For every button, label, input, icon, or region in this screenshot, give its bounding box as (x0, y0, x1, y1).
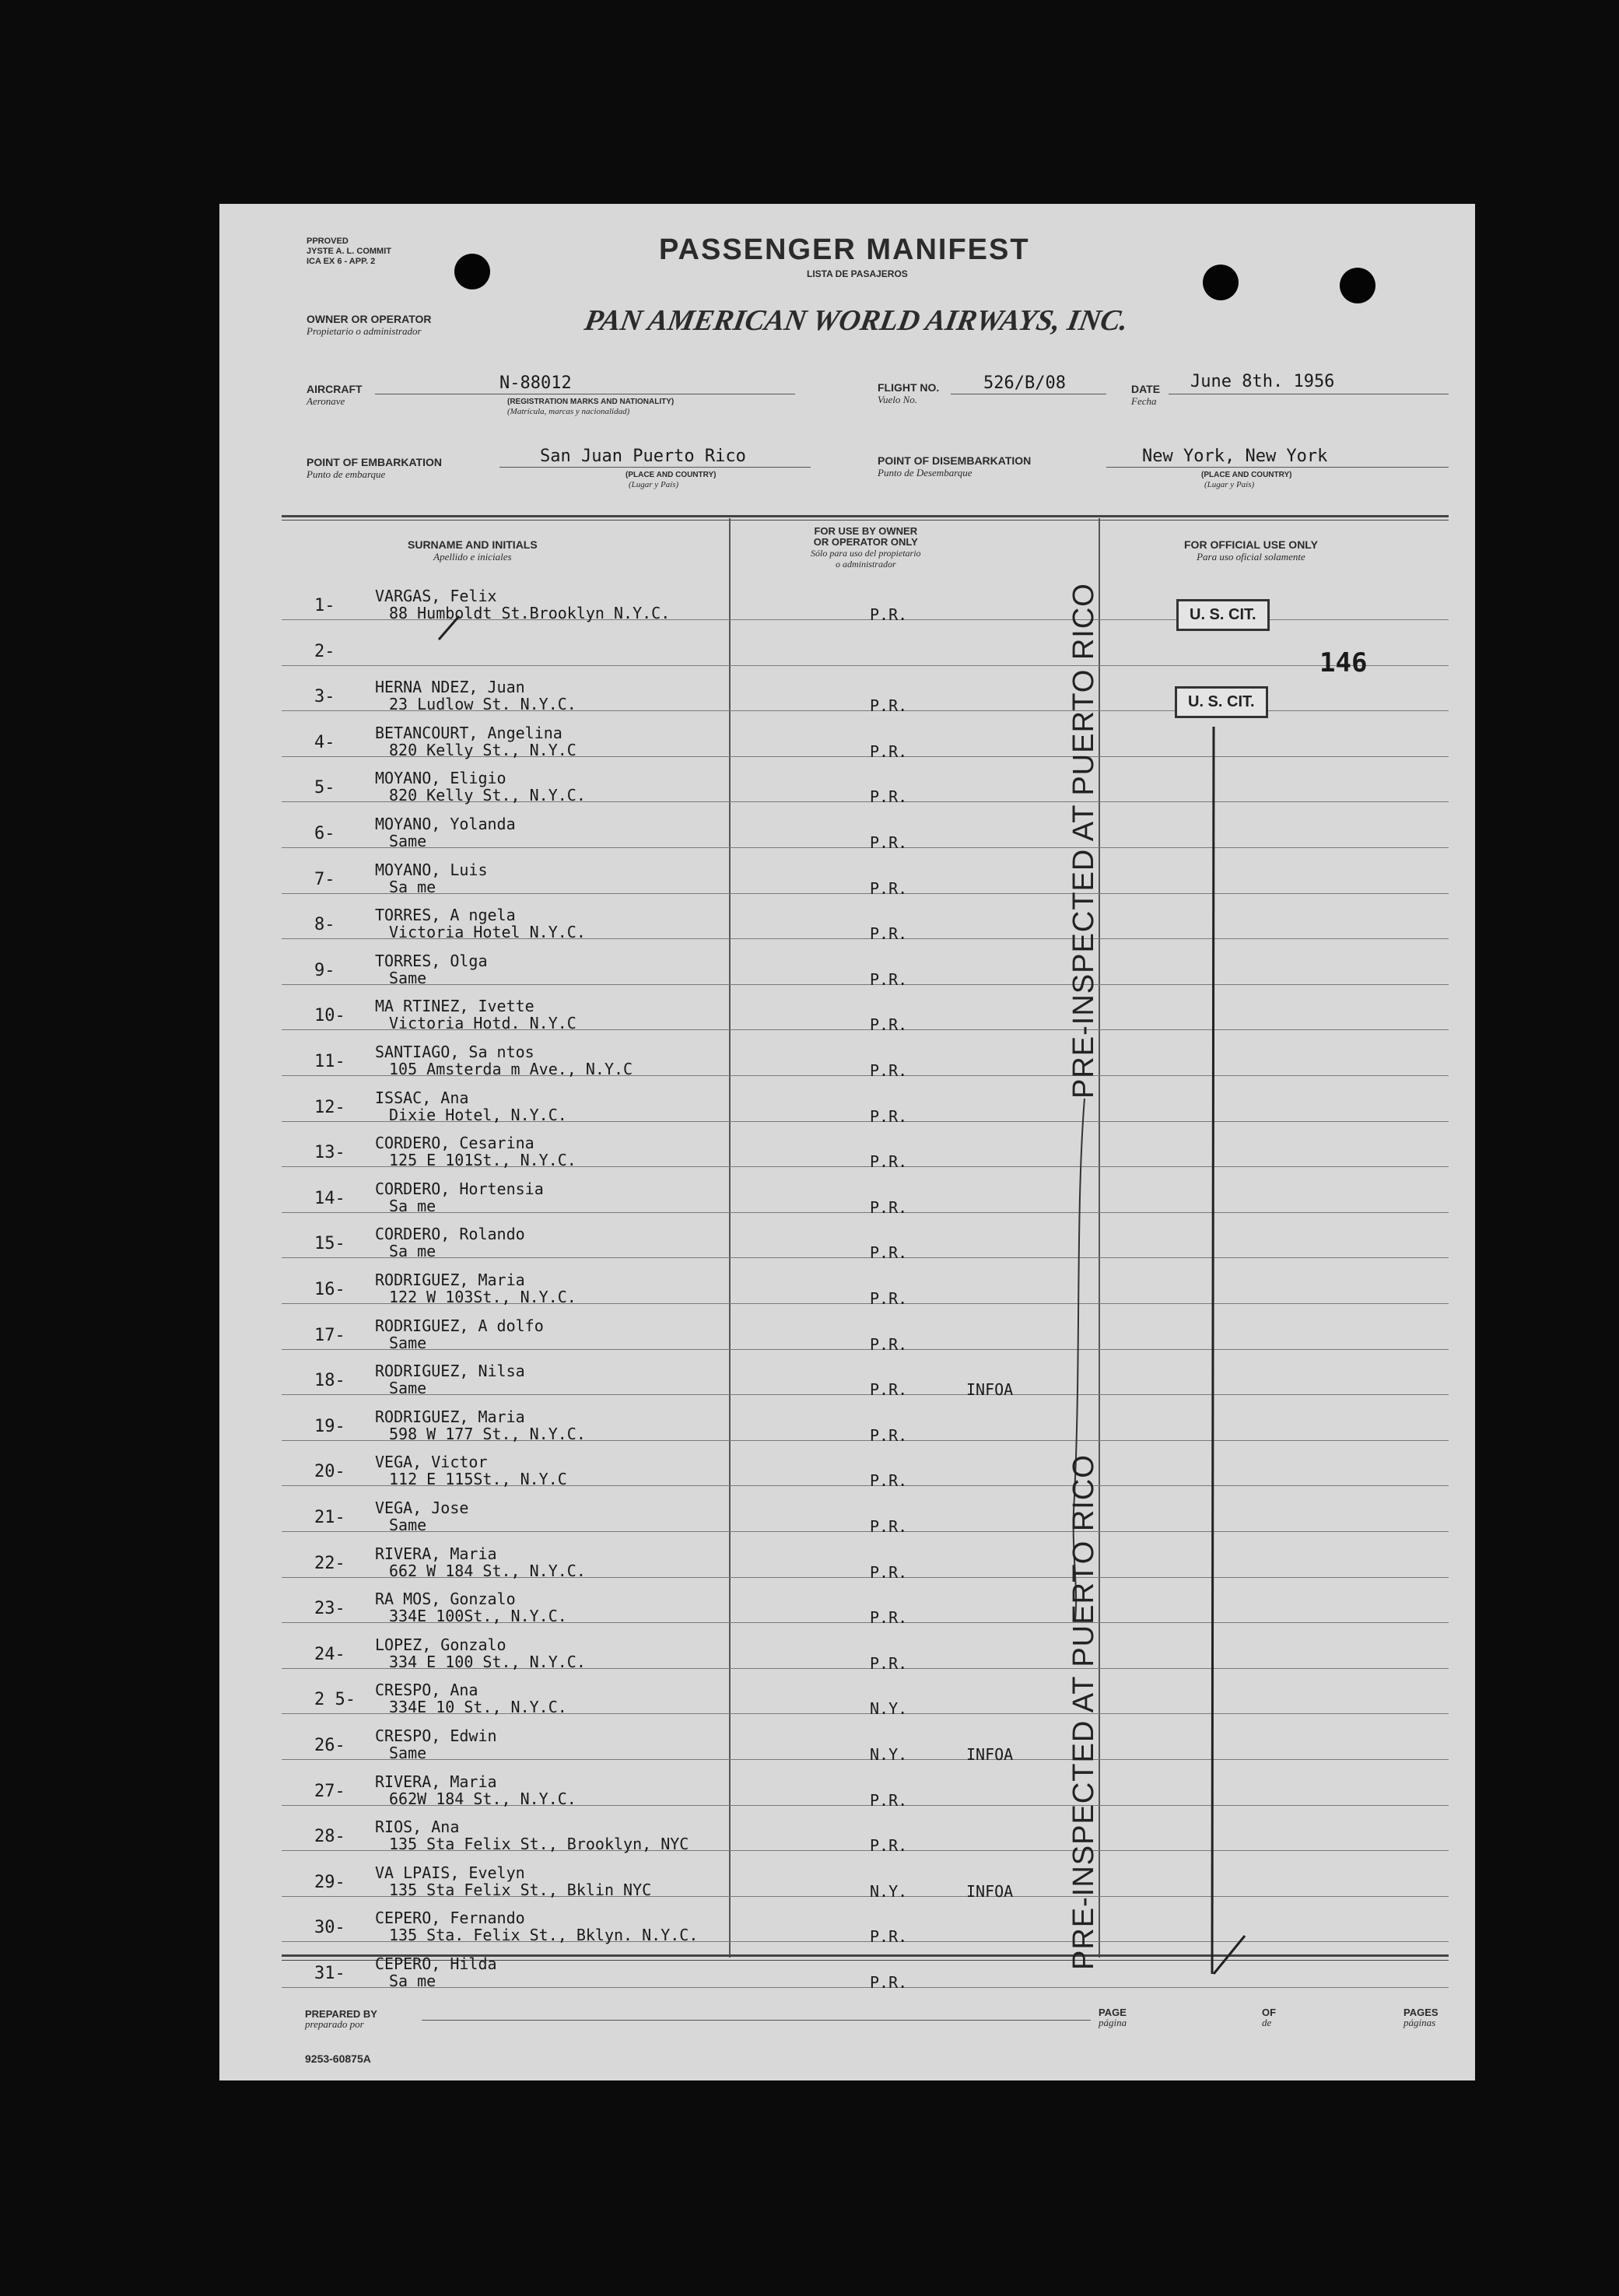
date-label: DATE Fecha (1131, 383, 1161, 407)
passenger-address: Same (389, 1334, 427, 1352)
passenger-code: N.Y. (870, 1882, 908, 1901)
embark-value: San Juan Puerto Rico (540, 447, 746, 466)
passenger-number: 15- (314, 1234, 345, 1253)
passenger-name: RODRIGUEZ, A dolfo (375, 1316, 544, 1335)
passenger-code: P.R. (870, 1198, 908, 1217)
passenger-number: 17- (314, 1326, 345, 1345)
pre-inspected-stamp: PRE-INSPECTED AT PUERTO RICO (1067, 583, 1100, 1099)
disembark-caption: (PLACE AND COUNTRY) (Lugar y País) (1201, 471, 1292, 489)
registration-caption: (REGISTRATION MARKS AND NATIONALITY) (Matrícula, marcas y nacionalidad) (507, 398, 675, 416)
passenger-name: RA MOS, Gonzalo (375, 1590, 516, 1608)
passenger-code: P.R. (870, 1471, 908, 1490)
passenger-code: P.R. (870, 833, 908, 852)
passenger-number: 6- (314, 824, 335, 843)
passenger-address: 112 E 115St., N.Y.C (389, 1470, 567, 1488)
passenger-code: P.R. (870, 1107, 908, 1126)
passenger-number: 14- (314, 1189, 345, 1208)
passenger-name: MOYANO, Eligio (375, 769, 506, 787)
passenger-name: CORDERO, Cesarina (375, 1134, 534, 1152)
flight-label: FLIGHT NO. Vuelo No. (878, 381, 940, 405)
passenger-number: 2 5- (314, 1690, 356, 1709)
passenger-number: 1- (314, 596, 335, 615)
passenger-name: CEPERO, Hilda (375, 1954, 497, 1973)
passenger-name: VARGAS, Felix (375, 587, 497, 605)
passenger-name: VEGA, Victor (375, 1453, 488, 1471)
passenger-number: 28- (314, 1827, 345, 1846)
page-subtitle: LISTA DE PASAJEROS (807, 268, 908, 279)
aircraft-value: N-88012 (499, 373, 572, 393)
passenger-address: Same (389, 1516, 427, 1534)
passenger-name: ISSAC, Ana (375, 1088, 469, 1107)
passenger-name: MOYANO, Luis (375, 861, 488, 879)
passenger-name: TORRES, Olga (375, 952, 488, 970)
passenger-number: 5- (314, 778, 335, 797)
passenger-number: 21- (314, 1508, 345, 1527)
flight-value: 526/B/08 (983, 373, 1066, 393)
passenger-name: HERNA NDEZ, Juan (375, 678, 525, 696)
passenger-code: P.R. (870, 1380, 908, 1399)
passenger-code: P.R. (870, 1836, 908, 1855)
passenger-address: 122 W 103St., N.Y.C. (389, 1288, 576, 1306)
passenger-address: Sa me (389, 878, 436, 896)
page-title: PASSENGER MANIFEST (659, 233, 1030, 266)
passenger-number: 22- (314, 1554, 345, 1573)
passenger-number: 2- (314, 642, 335, 661)
passenger-code: P.R. (870, 1608, 908, 1627)
passenger-number: 12- (314, 1098, 345, 1117)
pre-inspected-stamp: PRE-INSPECTED AT PUERTO RICO (1067, 1454, 1100, 1970)
owner-label: OWNER OR OPERATOR Propietario o administrador (307, 313, 432, 337)
passenger-number: 16- (314, 1280, 345, 1299)
passenger-address: Victoria Hotel N.Y.C. (389, 923, 586, 941)
passenger-name: RODRIGUEZ, Maria (375, 1271, 525, 1289)
passenger-note: INFOA (966, 1745, 1014, 1764)
passenger-number: 11- (314, 1052, 345, 1071)
passenger-code: P.R. (870, 1426, 908, 1445)
passenger-address: Same (389, 1379, 427, 1397)
passenger-number: 31- (314, 1964, 345, 1983)
passenger-address: 334 E 100 St., N.Y.C. (389, 1653, 586, 1671)
passenger-number: 20- (314, 1462, 345, 1481)
passenger-code: P.R. (870, 1289, 908, 1308)
disembark-label: POINT OF DISEMBARKATION Punto de Desembarque (878, 454, 1032, 478)
passenger-code: P.R. (870, 696, 908, 715)
passenger-name: RODRIGUEZ, Nilsa (375, 1362, 525, 1380)
passenger-address: 88 Humboldt St.Brooklyn N.Y.C. (389, 604, 671, 622)
passenger-number: 10- (314, 1006, 345, 1025)
passenger-name: RODRIGUEZ, Maria (375, 1407, 525, 1426)
passenger-address: 598 W 177 St., N.Y.C. (389, 1425, 586, 1443)
passenger-name: MOYANO, Yolanda (375, 815, 516, 833)
pen-marks (219, 204, 1475, 2080)
of-label: OF de (1262, 2007, 1277, 2028)
passenger-code: P.R. (870, 1152, 908, 1171)
passenger-number: 19- (314, 1417, 345, 1436)
passenger-address: 125 E 101St., N.Y.C. (389, 1151, 576, 1169)
us-citizen-stamp: U. S. CIT. (1175, 686, 1268, 718)
pages-label: PAGES páginas (1403, 2007, 1439, 2028)
passenger-address: Sa me (389, 1242, 436, 1260)
passenger-code: P.R. (870, 1563, 908, 1582)
passenger-name: RIVERA, Maria (375, 1544, 497, 1563)
passenger-address: Victoria Hotd. N.Y.C (389, 1014, 576, 1032)
embark-caption: (PLACE AND COUNTRY) (Lugar y País) (626, 471, 717, 489)
passenger-code: N.Y. (870, 1745, 908, 1764)
passenger-number: 23- (314, 1599, 345, 1618)
passenger-code: P.R. (870, 1015, 908, 1034)
passenger-count: 146 (1319, 647, 1368, 678)
manifest-sheet (219, 204, 1475, 2080)
passenger-number: 8- (314, 915, 335, 934)
passenger-number: 4- (314, 733, 335, 752)
passenger-code: P.R. (870, 924, 908, 943)
passenger-name: CRESPO, Ana (375, 1681, 478, 1699)
aircraft-label: AIRCRAFT Aeronave (307, 383, 363, 407)
disembark-value: New York, New York (1142, 447, 1328, 466)
us-citizen-stamp: U. S. CIT. (1176, 599, 1270, 631)
passenger-name: RIOS, Ana (375, 1818, 460, 1836)
passenger-address: 662W 184 St., N.Y.C. (389, 1789, 576, 1808)
passenger-address: 820 Kelly St., N.Y.C (389, 741, 576, 759)
passenger-address: 105 Amsterda m Ave., N.Y.C (389, 1060, 633, 1078)
passenger-code: P.R. (870, 1061, 908, 1080)
passenger-address: Sa me (389, 1972, 436, 1990)
passenger-name: BETANCOURT, Angelina (375, 724, 562, 742)
passenger-number: 30- (314, 1918, 345, 1937)
passenger-name: CORDERO, Hortensia (375, 1180, 544, 1198)
passenger-code: N.Y. (870, 1699, 908, 1718)
passenger-address: Same (389, 969, 427, 987)
passenger-code: P.R. (870, 742, 908, 761)
passenger-address: Same (389, 1744, 427, 1762)
passenger-code: P.R. (870, 787, 908, 806)
passenger-number: 24- (314, 1645, 345, 1664)
passenger-name: MA RTINEZ, Ivette (375, 997, 534, 1015)
passenger-address: 135 Sta Felix St., Bklin NYC (389, 1881, 652, 1899)
passenger-address: 135 Sta Felix St., Brooklyn, NYC (389, 1835, 689, 1853)
passenger-address: Dixie Hotel, N.Y.C. (389, 1106, 567, 1124)
owner-use-header: FOR USE BY OWNER OR OPERATOR ONLY Sólo para uso del propietario o administrador (811, 525, 921, 570)
passenger-address: 23 Ludlow St. N.Y.C. (389, 695, 576, 713)
passenger-note: INFOA (966, 1380, 1014, 1399)
passenger-address: 820 Kelly St., N.Y.C. (389, 786, 586, 804)
passenger-code: P.R. (870, 1791, 908, 1810)
embark-label: POINT OF EMBARKATION Punto de embarque (307, 456, 442, 480)
passenger-number: 13- (314, 1143, 345, 1162)
passenger-number: 29- (314, 1873, 345, 1892)
passenger-address: 135 Sta. Felix St., Bklyn. N.Y.C. (389, 1926, 699, 1944)
passenger-name: VEGA, Jose (375, 1499, 469, 1517)
passenger-name: CORDERO, Rolando (375, 1225, 525, 1243)
passenger-code: P.R. (870, 879, 908, 898)
passenger-name: TORRES, A ngela (375, 906, 516, 924)
passenger-number: 18- (314, 1371, 345, 1390)
prepared-by-label: PREPARED BY preparado por (305, 2008, 377, 2030)
passenger-name: LOPEZ, Gonzalo (375, 1635, 506, 1654)
passenger-code: P.R. (870, 1973, 908, 1992)
passenger-code: P.R. (870, 1335, 908, 1354)
passenger-number: 27- (314, 1782, 345, 1801)
official-use-header: FOR OFFICIAL USE ONLY Para uso oficial solamente (1184, 538, 1318, 563)
passenger-name: CEPERO, Fernando (375, 1909, 525, 1927)
passenger-name: VA LPAIS, Evelyn (375, 1863, 525, 1882)
passenger-code: P.R. (870, 1517, 908, 1536)
passenger-address: Sa me (389, 1197, 436, 1215)
passenger-address: 334E 10 St., N.Y.C. (389, 1698, 567, 1716)
passenger-name: CRESPO, Edwin (375, 1726, 497, 1745)
passenger-code: P.R. (870, 1927, 908, 1946)
form-number: 9253-60875A (305, 2052, 371, 2065)
passenger-number: 26- (314, 1736, 345, 1755)
surname-header: SURNAME AND INITIALS Apellido e iniciales (408, 538, 538, 563)
approved-block: PPROVED JYSTE A. L. COMMIT ICA EX 6 - APP. 2 (307, 237, 391, 266)
passenger-code: P.R. (870, 970, 908, 989)
passenger-address: 334E 100St., N.Y.C. (389, 1607, 567, 1625)
operator-name: PAN AMERICAN WORLD AIRWAYS, INC. (582, 304, 1131, 337)
passenger-name: RIVERA, Maria (375, 1772, 497, 1791)
passenger-code: P.R. (870, 1654, 908, 1673)
passenger-code: P.R. (870, 605, 908, 624)
passenger-number: 3- (314, 687, 335, 706)
passenger-number: 9- (314, 961, 335, 980)
passenger-number: 7- (314, 870, 335, 889)
page-label: PAGE página (1099, 2007, 1127, 2028)
passenger-address: 662 W 184 St., N.Y.C. (389, 1562, 586, 1580)
passenger-name: SANTIAGO, Sa ntos (375, 1043, 534, 1061)
passenger-code: P.R. (870, 1243, 908, 1262)
date-value: June 8th. 1956 (1190, 372, 1335, 391)
passenger-note: INFOA (966, 1882, 1014, 1901)
passenger-address: Same (389, 832, 427, 850)
